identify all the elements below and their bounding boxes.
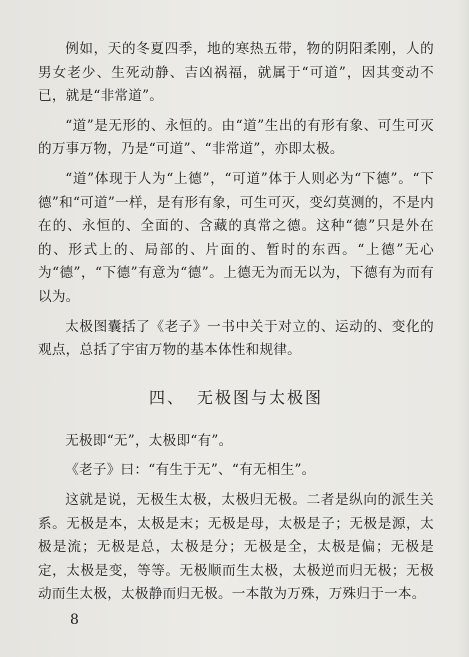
- paragraph-2: “道”是无形的、永恒的。由“道”生出的有形有象、可生可灭的万事万物，乃是“可道”、“非常道”，亦即太极。: [38, 117, 434, 158]
- paragraph-1: 例如，天的冬夏四季，地的寒热五带，物的阴阳柔刚，人的男女老少、生死动静、吉凶祸福，就属于“可道”，因其变动不已，就是“非常道”。: [38, 41, 434, 105]
- section-heading: [38, 385, 434, 408]
- section-paragraph-1: 无极即“无”，太极即“有”。: [65, 432, 233, 449]
- section-paragraph-3: 这就是说，无极生太极，太极归无极。二者是纵向的派生关系。无极是本，太极是末；无极是母，太极是子；无极是源，太极是流；无极是总，太极是分；无极是全，太极是偏；无极是定，太极是变，等等。无极顺而生太极，太极逆而归无极；无极动而生太极，太极静而归无极。一本散为万殊，万殊归于一本。: [38, 491, 434, 603]
- page-body: [38, 38, 434, 607]
- page-edge-shade: [457, 0, 469, 657]
- page-number: 8: [70, 612, 79, 628]
- paragraph-4: 太极图囊括了《老子》一书中关于对立的、运动的、变化的观点，总括了宇宙万物的基本体性和规律。: [38, 318, 434, 359]
- paragraph-3: “道”体现于人为“上德”，“可道”体于人则必为“下德”。“下德”和“可道”一样，是有形有象，可生可灭，变幻莫测的，不是内在的、永恒的、全面的、含藏的真常之德。这种“德”只是外在的、形式上的、局部的、片面的、暂时的东西。“上德”无心为“德”，“下德”有意为“德”。上德无为而无以为，下德有为而有以为。: [38, 170, 434, 305]
- section-title: 无极图与太极图: [197, 387, 324, 407]
- section-number: 四、: [148, 387, 185, 407]
- section-paragraph-2: 《老子》曰：“有生于无”、“有无相生”。: [65, 462, 316, 479]
